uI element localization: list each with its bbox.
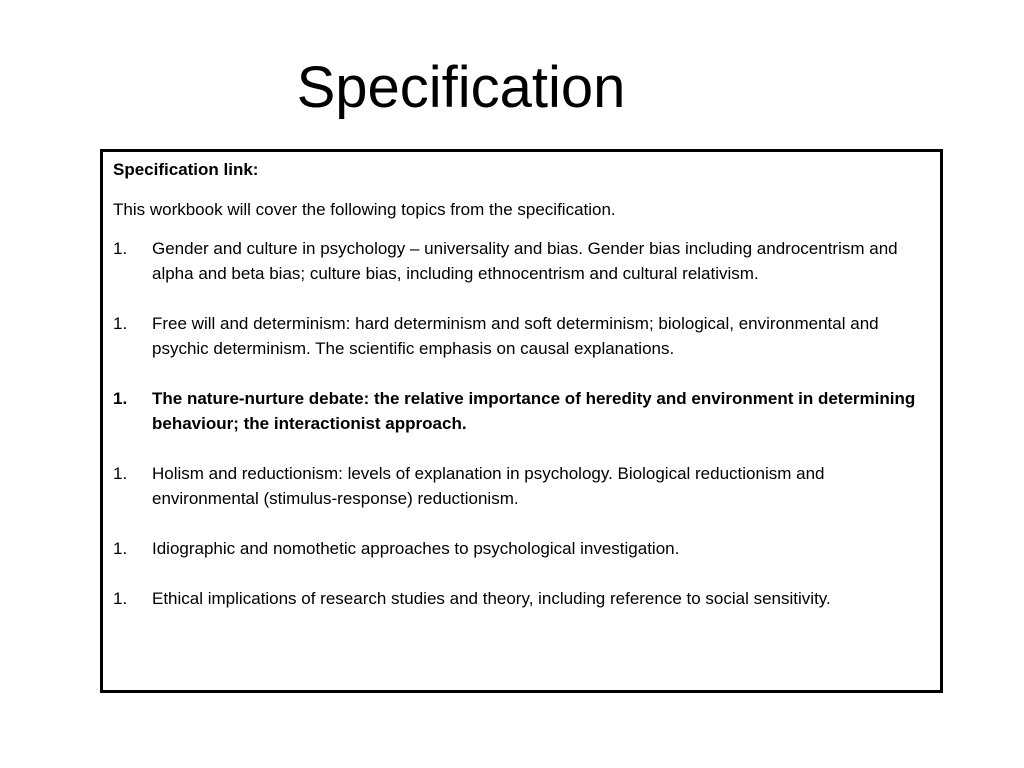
spec-topic-gender-culture bbox=[113, 236, 935, 286]
spec-topic-nature-nurture bbox=[113, 386, 935, 436]
spec-topic-free-will bbox=[113, 311, 935, 361]
spec-heading: Specification link: bbox=[113, 160, 259, 179]
topic-text: Idiographic and nomothetic approaches to psychological investigation. bbox=[152, 539, 680, 558]
list-number: 1. bbox=[113, 589, 128, 608]
topic-text: Ethical implications of research studies and theory, including reference to social sensitivity. bbox=[152, 589, 831, 608]
list-number: 1. bbox=[113, 314, 128, 333]
spec-intro: This workbook will cover the following topics from the specification. bbox=[113, 200, 616, 219]
spec-topic-idiographic bbox=[113, 536, 935, 561]
spec-topic-list bbox=[113, 236, 935, 636]
list-number: 1. bbox=[113, 464, 128, 483]
topic-text: Holism and reductionism: levels of explanation in psychology. Biological reductionism and environmental (stimulus-response) reductionism. bbox=[152, 464, 825, 508]
list-number: 1. bbox=[113, 389, 128, 408]
topic-text: The nature-nurture debate: the relative importance of heredity and environment in determining behaviour; the interactionist approach. bbox=[152, 389, 916, 433]
spec-topic-ethics bbox=[113, 586, 935, 611]
topic-text: Gender and culture in psychology – universality and bias. Gender bias including androcentrism and alpha and beta bias; culture bias, including ethnocentrism and cultural relativism. bbox=[152, 239, 898, 283]
slide-title: Specification bbox=[296, 55, 626, 120]
list-number: 1. bbox=[113, 239, 128, 258]
spec-topic-holism bbox=[113, 461, 935, 511]
specification-box bbox=[100, 149, 943, 693]
topic-text: Free will and determinism: hard determinism and soft determinism; biological, environmental and psychic determinism. The scientific emphasis on causal explanations. bbox=[152, 314, 879, 358]
list-number: 1. bbox=[113, 539, 128, 558]
